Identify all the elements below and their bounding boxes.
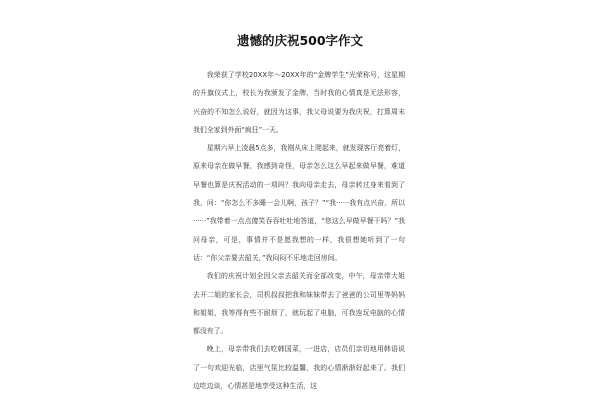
document-body: [193, 66, 405, 395]
paragraph-4: 晚上，母亲带我们去吃韩国菜，一进店，店员们亲切地用韩语说了一句欢迎光临，店里气氛比较温馨，我的心情渐渐好起来了。我们边吃边谈，心情甚是地享受这种生活，这: [193, 345, 405, 391]
document-title: 遗憾的庆祝500字作文: [236, 33, 364, 48]
paragraph-1: 我荣获了学校20XX年～20XX年的“金牌学生”光荣称号，这星期的升旗仪式上，校长为我颁发了金牌，当时我的心情真是无法形容，兴奋的不知怎么说好，就因为这事，我父母说要为我庆祝，打算周末我们全家到外面“疯狂”一天。: [193, 71, 405, 134]
paragraph-3: 我们的庆祝计划全因父亲去韶关而全部改变，中午，母亲带大姐去开二姐的家长会，司机叔叔把我和妹妹带去了爸爸的公司里等妈妈和姐姐，我等得有些不耐烦了，就玩起了电脑，可我连玩电脑的心情都没有了。: [193, 272, 405, 336]
paragraph-2: 星期六早上凌晨5点多，我刚从床上爬起来，就发现客厅亮着灯，原来母亲在做早餐，我感到奇怪，母亲怎么这么早起来做早餐，难道早餐也算是庆祝活动的一项吗？我向母亲走去，母亲转过身来看到了我，问：“你怎么不多睡一会儿啊，孩子？”“我······我有点兴奋，所以······”我带着一点点傻笑吞吞吐吐地答道，“您这么早做早餐干吗？”我问母亲，可是，事情并不是愿我想的一样，我很想她听到了一句话：“你父亲要去韶关，”我闷闷不乐地走回房间。: [193, 144, 405, 262]
